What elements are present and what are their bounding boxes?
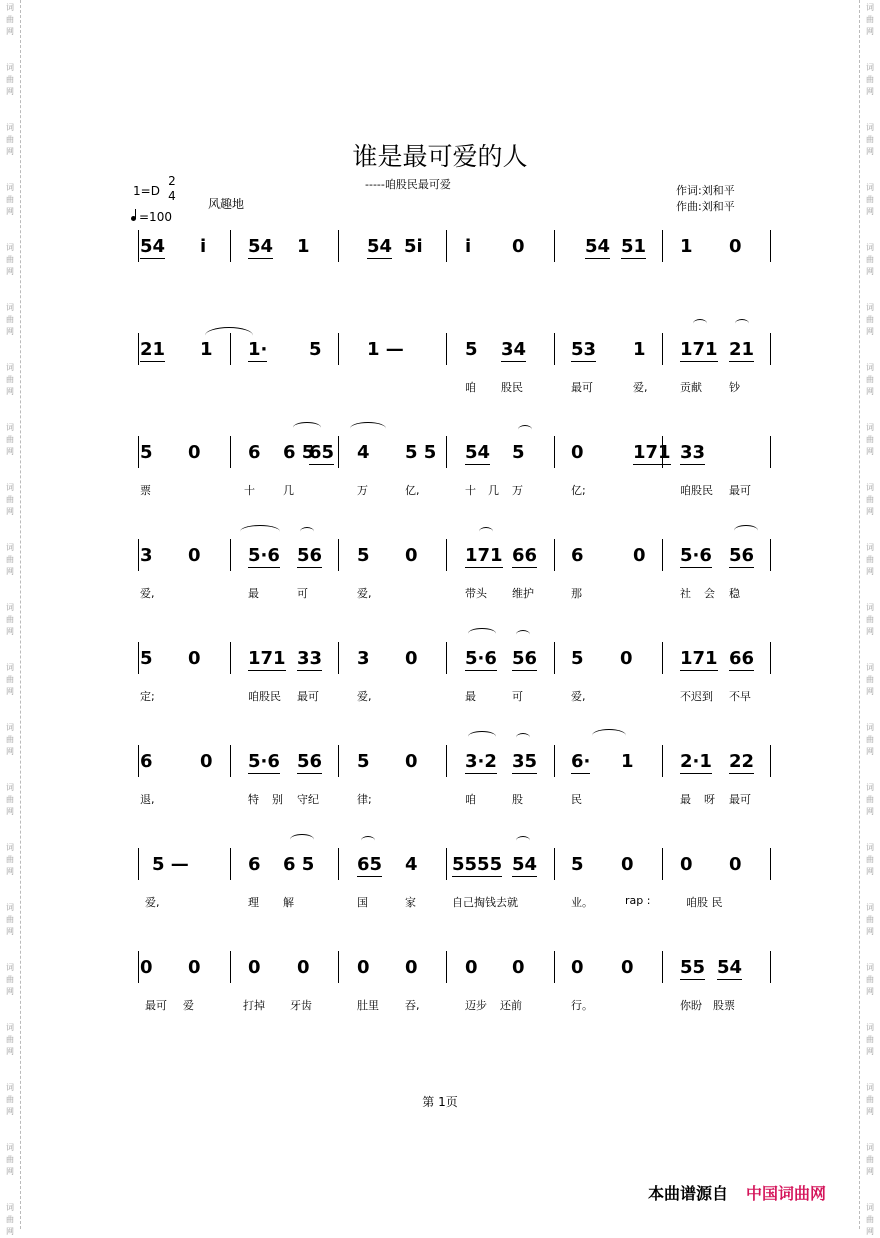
note-group: 0 xyxy=(512,957,525,978)
note-group: 6 xyxy=(248,442,261,463)
lyric-text: 理 xyxy=(248,896,259,909)
bar-line xyxy=(338,642,339,674)
bar-line xyxy=(770,951,771,983)
note-group: 4 xyxy=(357,442,370,463)
slur-mark xyxy=(516,836,530,845)
lyric-text: 迈步 xyxy=(465,999,487,1012)
note-group: 1 xyxy=(200,339,213,360)
lyric-text: 爱 xyxy=(183,999,194,1012)
lyric-text: 爱, xyxy=(633,381,648,394)
lyric-text: 股民 xyxy=(501,381,523,394)
bar-line xyxy=(770,848,771,880)
lyric-text: 会 xyxy=(704,587,715,600)
note-group: 0 xyxy=(729,854,742,875)
watermark-text: 词 曲 网 xyxy=(6,483,14,516)
note-group: 54 xyxy=(140,236,166,257)
slur-mark xyxy=(734,525,758,536)
bar-line xyxy=(138,333,139,365)
note-group: 0 xyxy=(571,957,584,978)
note-group: 6· xyxy=(571,751,591,772)
tempo-marking xyxy=(131,210,172,224)
bar-line xyxy=(662,848,663,880)
note-group: 54 xyxy=(512,854,538,875)
bar-line xyxy=(770,333,771,365)
note-group: 0 xyxy=(405,957,418,978)
lyric-text: 吞, xyxy=(405,999,420,1012)
quarter-note-icon xyxy=(131,216,136,221)
bar-line xyxy=(446,230,447,262)
lyric-text: 咱 xyxy=(465,793,476,806)
note-group: 6 5 xyxy=(283,854,315,875)
time-signature-bottom: 4 xyxy=(168,189,176,203)
lyric-text: 爱, xyxy=(145,896,160,909)
bar-line xyxy=(230,848,231,880)
watermark-text: 词 曲 网 xyxy=(866,723,874,756)
lyric-text: 万 xyxy=(357,484,368,497)
source-footer xyxy=(648,1181,826,1204)
bar-line xyxy=(338,745,339,777)
bar-line xyxy=(770,642,771,674)
bar-line xyxy=(554,951,555,983)
note-group: 0 xyxy=(357,957,370,978)
note-group: 35 xyxy=(512,751,538,772)
note-group: 22 xyxy=(729,751,755,772)
note-group: 0 xyxy=(188,545,201,566)
bar-line xyxy=(662,333,663,365)
lyric-text: 咱股民 xyxy=(248,690,281,703)
bar-line xyxy=(662,539,663,571)
lyric-text: 民 xyxy=(571,793,582,806)
note-group: 1· xyxy=(248,339,268,360)
lyric-text: 爱, xyxy=(140,587,155,600)
note-group: 0 xyxy=(621,854,634,875)
slur-mark xyxy=(516,733,530,742)
note-group: 0 xyxy=(621,957,634,978)
lyric-text: 最 xyxy=(680,793,691,806)
note-group: i xyxy=(465,236,472,257)
watermark-text: 词 曲 网 xyxy=(866,1023,874,1056)
bar-line xyxy=(662,745,663,777)
lyric-text: 票 xyxy=(140,484,151,497)
note-group: 66 xyxy=(512,545,538,566)
lyric-text: 带头 xyxy=(465,587,487,600)
lyric-text: 可 xyxy=(297,587,308,600)
slur-mark xyxy=(468,628,496,639)
watermark-text: 词 曲 网 xyxy=(6,63,14,96)
lyric-text: 维护 xyxy=(512,587,534,600)
note-group: 3·2 xyxy=(465,751,497,772)
note-group: 0 xyxy=(633,545,646,566)
note-group: 0 xyxy=(405,545,418,566)
bar-line xyxy=(138,848,139,880)
note-group: 56 xyxy=(729,545,755,566)
bar-line xyxy=(338,539,339,571)
note-group: 54 xyxy=(717,957,743,978)
lyric-text: 钞 xyxy=(729,381,740,394)
bar-line xyxy=(554,848,555,880)
bar-line xyxy=(338,848,339,880)
lyric-text: 最可 xyxy=(729,793,751,806)
note-group: 65 xyxy=(357,854,383,875)
lyric-text: 不早 xyxy=(729,690,751,703)
note-group: 54 xyxy=(585,236,611,257)
source-label: 本曲谱源自 xyxy=(648,1184,729,1203)
note-group: 0 xyxy=(620,648,633,669)
bar-line xyxy=(230,230,231,262)
note-group: 2·1 xyxy=(680,751,712,772)
lyric-text: 肚里 xyxy=(357,999,379,1012)
bar-line xyxy=(138,436,139,468)
note-group: 5 xyxy=(465,339,478,360)
watermark-text: 词 曲 网 xyxy=(866,303,874,336)
note-group: 5 5 xyxy=(405,442,437,463)
watermark-text: 词 曲 网 xyxy=(6,303,14,336)
watermark-text: 词 曲 网 xyxy=(866,1143,874,1176)
lyric-text: 最可 xyxy=(297,690,319,703)
bar-line xyxy=(338,951,339,983)
lyric-text: 还前 xyxy=(500,999,522,1012)
watermark-text: 词 曲 网 xyxy=(866,783,874,816)
bar-line xyxy=(554,436,555,468)
note-group: 0 xyxy=(729,236,742,257)
lyric-text: 最可 xyxy=(729,484,751,497)
bar-line xyxy=(338,436,339,468)
lyric-text: 国 xyxy=(357,896,368,909)
bar-line xyxy=(230,436,231,468)
lyric-text: 呀 xyxy=(704,793,715,806)
slur-mark xyxy=(693,319,707,328)
bar-line xyxy=(230,539,231,571)
note-group: 171 xyxy=(680,648,718,669)
note-group: 55 xyxy=(680,957,706,978)
watermark-text: 词 曲 网 xyxy=(6,363,14,396)
lyric-text: 你盼 xyxy=(680,999,702,1012)
lyric-text: 亿; xyxy=(571,484,586,497)
left-margin-watermark-strip xyxy=(0,0,21,1236)
note-group: 21 xyxy=(140,339,166,360)
slur-mark xyxy=(735,319,749,328)
watermark-text: 词 曲 网 xyxy=(866,1203,874,1236)
note-group: 0 xyxy=(405,648,418,669)
note-group: 5 xyxy=(571,648,584,669)
lyric-text: 行。 xyxy=(571,999,593,1012)
note-group: 171 xyxy=(465,545,503,566)
lyric-text: 最可 xyxy=(571,381,593,394)
note-group: 5555 xyxy=(452,854,503,875)
note-group: 5 xyxy=(140,648,153,669)
bar-line xyxy=(554,333,555,365)
lyric-text: 社 xyxy=(680,587,691,600)
slur-mark xyxy=(592,729,626,742)
lyric-text: 股 xyxy=(512,793,523,806)
note-group: 0 xyxy=(188,957,201,978)
note-group: 5·6 xyxy=(248,545,280,566)
note-group: 5 xyxy=(140,442,153,463)
slur-mark xyxy=(240,525,280,538)
lyric-text: 亿, xyxy=(405,484,420,497)
bar-line xyxy=(770,745,771,777)
bar-line xyxy=(770,436,771,468)
bar-line xyxy=(662,230,663,262)
bar-line xyxy=(446,951,447,983)
note-group: 171 xyxy=(680,339,718,360)
note-group: 56 xyxy=(512,648,538,669)
slur-mark xyxy=(516,630,530,639)
page-number: 第 1页 xyxy=(422,1095,458,1109)
bar-line xyxy=(338,333,339,365)
lyric-text: 咱股 民 xyxy=(686,896,723,909)
lyric-text: 律; xyxy=(357,793,372,806)
watermark-text: 词 曲 网 xyxy=(6,603,14,636)
watermark-text: 词 曲 网 xyxy=(866,963,874,996)
lyric-text: 解 xyxy=(283,896,294,909)
bar-line xyxy=(138,951,139,983)
watermark-text: 词 曲 网 xyxy=(6,1143,14,1176)
note-group: 5·6 xyxy=(465,648,497,669)
watermark-text: 词 曲 网 xyxy=(866,363,874,396)
time-signature xyxy=(165,174,179,204)
composer-credit: 作曲:刘和平 xyxy=(676,200,735,213)
note-group: 56 xyxy=(297,545,323,566)
lyricist-credit: 作词:刘和平 xyxy=(676,184,735,197)
bar-line xyxy=(230,951,231,983)
bar-line xyxy=(554,642,555,674)
watermark-text: 词 曲 网 xyxy=(6,783,14,816)
note-group: 56 xyxy=(297,751,323,772)
bar-line xyxy=(138,539,139,571)
lyric-text: 股票 xyxy=(713,999,735,1012)
lyric-text: 那 xyxy=(571,587,582,600)
note-group: 5·6 xyxy=(680,545,712,566)
lyric-text: 贡献 xyxy=(680,381,702,394)
lyric-text: 牙齿 xyxy=(290,999,312,1012)
note-group: 1 xyxy=(621,751,634,772)
note-group: 0 xyxy=(140,957,153,978)
right-margin-watermark-strip xyxy=(859,0,880,1236)
note-group: 66 xyxy=(729,648,755,669)
note-group: 0 xyxy=(200,751,213,772)
bar-line xyxy=(770,230,771,262)
lyric-text: 别 xyxy=(272,793,283,806)
lyric-text: 最可 xyxy=(145,999,167,1012)
slur-mark xyxy=(290,834,314,845)
bar-line xyxy=(446,745,447,777)
bar-line xyxy=(338,230,339,262)
watermark-text: 词 曲 网 xyxy=(6,1203,14,1236)
note-group: 0 xyxy=(512,236,525,257)
lyric-text: 打掉 xyxy=(243,999,265,1012)
watermark-text: 词 曲 网 xyxy=(6,423,14,456)
note-group: 1 xyxy=(633,339,646,360)
lyric-text: 爱, xyxy=(357,587,372,600)
note-group: 53 xyxy=(571,339,597,360)
note-group: 21 xyxy=(729,339,755,360)
watermark-text: 词 曲 网 xyxy=(6,123,14,156)
note-group: 0 xyxy=(188,648,201,669)
note-group: 54 xyxy=(248,236,274,257)
watermark-text: 词 曲 网 xyxy=(866,243,874,276)
note-group: 33 xyxy=(680,442,706,463)
song-title: 谁是最可爱的人 xyxy=(352,142,528,171)
key-signature: 1=D xyxy=(133,184,160,198)
lyric-text: 爱, xyxy=(571,690,586,703)
note-group: 1 — xyxy=(367,339,404,360)
note-group: 6 5 xyxy=(283,442,315,463)
watermark-text: 词 曲 网 xyxy=(866,663,874,696)
slur-mark xyxy=(293,422,321,433)
watermark-text: 词 曲 网 xyxy=(6,243,14,276)
note-group: 0 xyxy=(680,854,693,875)
note-group: 54 xyxy=(465,442,491,463)
lyric-text: 家 xyxy=(405,896,416,909)
note-group: 6 xyxy=(248,854,261,875)
lyric-text: 几 xyxy=(488,484,499,497)
bar-line xyxy=(770,539,771,571)
watermark-text: 词 曲 网 xyxy=(866,423,874,456)
note-group: 1 xyxy=(297,236,310,257)
lyric-text: 最 xyxy=(248,587,259,600)
bar-line xyxy=(554,539,555,571)
note-group: 5i xyxy=(404,236,423,257)
watermark-text: 词 曲 网 xyxy=(6,3,14,36)
note-group: 5 xyxy=(357,545,370,566)
slur-mark xyxy=(518,425,532,434)
slur-mark xyxy=(205,327,253,344)
watermark-text: 词 曲 网 xyxy=(6,843,14,876)
watermark-text: 词 曲 网 xyxy=(866,123,874,156)
note-group: 5 — xyxy=(152,854,189,875)
watermark-text: 词 曲 网 xyxy=(866,843,874,876)
bar-line xyxy=(662,951,663,983)
note-group: 6 xyxy=(140,751,153,772)
watermark-text: 词 曲 网 xyxy=(6,663,14,696)
note-group: 51 xyxy=(621,236,647,257)
time-signature-top: 2 xyxy=(168,174,176,188)
note-group: 0 xyxy=(248,957,261,978)
note-group: 54 xyxy=(367,236,393,257)
note-group: 5 xyxy=(357,751,370,772)
watermark-text: 词 曲 网 xyxy=(866,603,874,636)
tempo-value: =100 xyxy=(139,210,172,224)
lyric-text: 业。 xyxy=(571,896,593,909)
bar-line xyxy=(138,230,139,262)
note-group: 0 xyxy=(571,442,584,463)
note-group: 171 xyxy=(633,442,671,463)
watermark-text: 词 曲 网 xyxy=(6,723,14,756)
lyric-text: 万 xyxy=(512,484,523,497)
note-group: 3 xyxy=(140,545,153,566)
note-group: 3 xyxy=(357,648,370,669)
bar-line xyxy=(446,436,447,468)
site-name[interactable]: 中国词曲网 xyxy=(746,1184,827,1203)
watermark-text: 词 曲 网 xyxy=(866,483,874,516)
bar-line xyxy=(230,642,231,674)
bar-line xyxy=(230,745,231,777)
bar-line xyxy=(446,642,447,674)
watermark-text: 词 曲 网 xyxy=(866,1083,874,1116)
note-group: 0 xyxy=(405,751,418,772)
note-group: 5·6 xyxy=(248,751,280,772)
lyric-text: 自己掏钱去就 xyxy=(452,896,518,909)
bar-line xyxy=(446,333,447,365)
lyric-text: 咱 xyxy=(465,381,476,394)
watermark-text: 词 曲 网 xyxy=(866,183,874,216)
lyric-text: 稳 xyxy=(729,587,740,600)
slur-mark xyxy=(361,836,375,845)
lyric-text: 几 xyxy=(283,484,294,497)
bar-line xyxy=(138,642,139,674)
expression-marking: 风趣地 xyxy=(208,197,245,211)
lyric-text: 不迟到 xyxy=(680,690,713,703)
note-group: 6 xyxy=(571,545,584,566)
watermark-text: 词 曲 网 xyxy=(6,183,14,216)
lyric-text: 十 xyxy=(465,484,476,497)
note-group: 5 xyxy=(309,339,322,360)
note-group: 33 xyxy=(297,648,323,669)
lyric-text: 定; xyxy=(140,690,155,703)
lyric-text: 爱, xyxy=(357,690,372,703)
watermark-text: 词 曲 网 xyxy=(6,963,14,996)
note-group: 34 xyxy=(501,339,527,360)
note-group: 5 xyxy=(571,854,584,875)
note-group: 171 xyxy=(248,648,286,669)
watermark-text: 词 曲 网 xyxy=(866,903,874,936)
lyric-text: 退, xyxy=(140,793,155,806)
watermark-text: 词 曲 网 xyxy=(866,3,874,36)
note-group: 0 xyxy=(465,957,478,978)
bar-line xyxy=(446,848,447,880)
song-subtitle: -----咱股民最可爱 xyxy=(365,178,451,191)
note-group: i xyxy=(200,236,207,257)
bar-line xyxy=(662,642,663,674)
note-group: 0 xyxy=(297,957,310,978)
lyric-text: 特 xyxy=(248,793,259,806)
watermark-text: 词 曲 网 xyxy=(866,63,874,96)
watermark-text: 词 曲 网 xyxy=(6,903,14,936)
note-group: 65 xyxy=(309,442,335,463)
slur-mark xyxy=(300,527,314,536)
note-group: 4 xyxy=(405,854,418,875)
slur-mark xyxy=(350,422,386,435)
slur-mark xyxy=(468,731,496,742)
note-group: 0 xyxy=(188,442,201,463)
lyric-text: 可 xyxy=(512,690,523,703)
lyric-text: rap : xyxy=(625,894,651,907)
lyric-text: 十 xyxy=(244,484,255,497)
lyric-text: 最 xyxy=(465,690,476,703)
note-group: 1 xyxy=(680,236,693,257)
watermark-text: 词 曲 网 xyxy=(6,543,14,576)
watermark-text: 词 曲 网 xyxy=(6,1083,14,1116)
note-group: 5 xyxy=(512,442,525,463)
bar-line xyxy=(138,745,139,777)
lyric-text: 咱股民 xyxy=(680,484,713,497)
watermark-text: 词 曲 网 xyxy=(866,543,874,576)
lyric-text: 守纪 xyxy=(297,793,319,806)
bar-line xyxy=(554,745,555,777)
bar-line xyxy=(446,539,447,571)
watermark-text: 词 曲 网 xyxy=(6,1023,14,1056)
slur-mark xyxy=(479,527,493,536)
bar-line xyxy=(554,230,555,262)
